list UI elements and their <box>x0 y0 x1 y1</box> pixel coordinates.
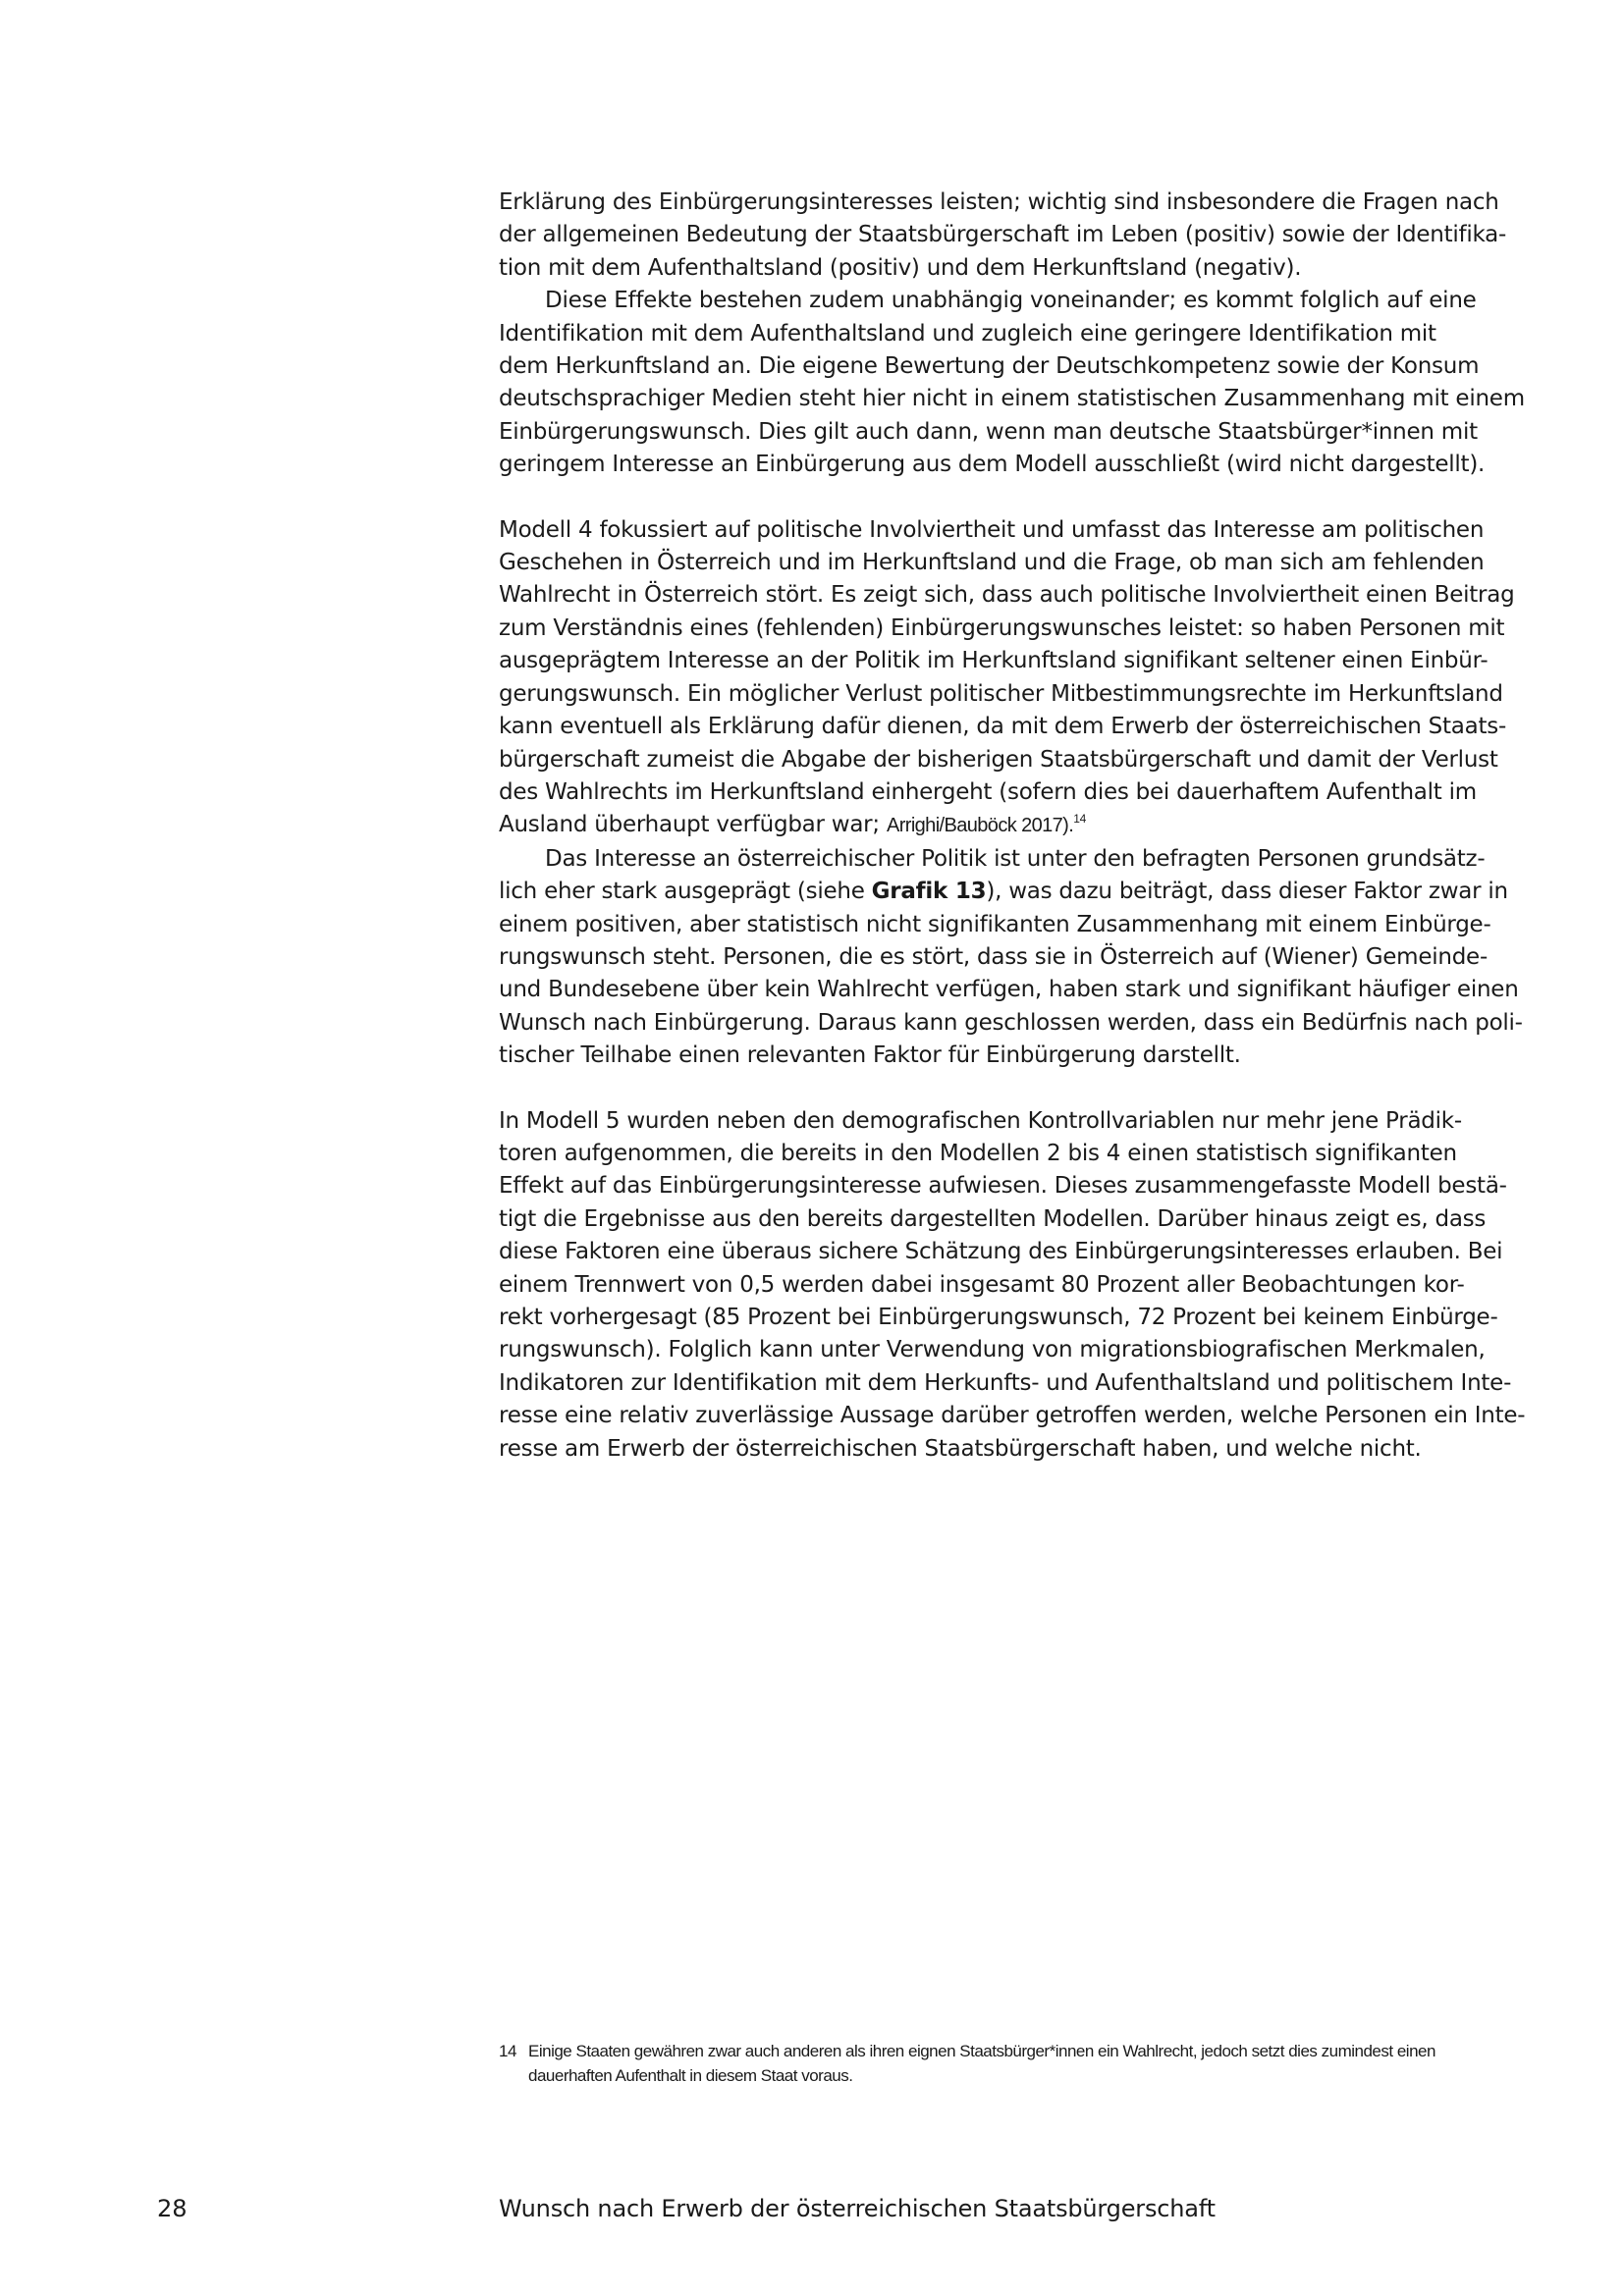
text-line: diese Faktoren eine überaus sichere Schätzung des Einbürgerungsinteresses erlauben. Bei <box>499 1239 1503 1265</box>
text-line: Modell 4 fokussiert auf politische Involviertheit und umfasst das Interesse am politischen <box>499 516 1485 543</box>
text-line: einem positiven, aber statistisch nicht signifikanten Zusammenhang mit einem Einbürge- <box>499 911 1491 937</box>
paragraph-continuation <box>499 187 1507 285</box>
paragraph-interest-politics <box>499 843 1523 1073</box>
text-line: Indikatoren zur Identifikation mit dem Herkunfts- und Aufenthaltsland und politischem Inte- <box>499 1369 1512 1396</box>
text-line <box>499 809 1477 842</box>
text-line: Einbürgerungswunsch. Dies gilt auch dann, wenn man deutsche Staatsbürger*innen mit <box>499 418 1478 445</box>
text-line: Geschehen in Österreich und im Herkunftsland und die Frage, ob man sich am fehlenden <box>499 550 1485 576</box>
text-line: der allgemeinen Bedeutung der Staatsbürgerschaft im Leben (positiv) sowie der Identifika- <box>499 222 1507 248</box>
text-line: rungswunsch). Folglich kann unter Verwendung von migrationsbiografischen Merkmalen, <box>499 1337 1486 1363</box>
text-line: ausgeprägtem Interesse an der Politik im Herkunftsland signifikant seltener einen Einbür- <box>499 648 1489 674</box>
text-line: bürgerschaft zumeist die Abgabe der bisherigen Staatsbürgerschaft und damit der Verlust <box>499 746 1498 773</box>
text-line: Wahlrecht in Österreich stört. Es zeigt sich, dass auch politische Involviertheit einen Beitrag <box>499 582 1515 609</box>
footnote-reference[interactable]: 14 <box>1073 812 1087 827</box>
text-fragment: lich eher stark ausgeprägt (siehe <box>499 879 872 905</box>
citation: Arrighi/Bauböck 2017). <box>886 815 1074 837</box>
body-text <box>499 187 1526 1466</box>
text-fragment: Ausland überhaupt verfügbar war; <box>499 812 887 838</box>
text-line: toren aufgenommen, die bereits in den Modellen 2 bis 4 einen statistisch signifikanten <box>499 1140 1457 1166</box>
text-line: gerungswunsch. Ein möglicher Verlust politischer Mitbestimmungsrechte im Herkunftsland <box>499 680 1503 707</box>
text-line: Identifikation mit dem Aufenthaltsland und zugleich eine geringere Identifikation mit <box>499 320 1436 347</box>
text-line: deutschsprachiger Medien steht hier nicht in einem statistischen Zusammenhang mit einem <box>499 386 1525 412</box>
text-line: Wunsch nach Einbürgerung. Daraus kann geschlossen werden, dass ein Bedürfnis nach poli- <box>499 1009 1523 1036</box>
footnote-line: Einige Staaten gewähren zwar auch anderen als ihren eignen Staatsbürger*innen ein Wahlrecht, jedoch setzt dies zumindest einen <box>528 2042 1435 2060</box>
footnote-line: dauerhaften Aufenthalt in diesem Staat voraus. <box>528 2066 853 2085</box>
page-number: 28 <box>157 2195 188 2222</box>
footnote-text <box>528 2039 1471 2088</box>
text-line: resse eine relativ zuverlässige Aussage darüber getroffen werden, welche Personen ein Inte- <box>499 1403 1526 1429</box>
text-line: kann eventuell als Erklärung dafür dienen, da mit dem Erwerb der österreichischen Staats- <box>499 714 1507 740</box>
text-line: tion mit dem Aufenthaltsland (positiv) und dem Herkunftsland (negativ). <box>499 254 1302 281</box>
text-line: rungswunsch steht. Personen, die es stört, dass sie in Österreich auf (Wiener) Gemeinde- <box>499 943 1489 970</box>
text-line <box>499 876 1508 908</box>
paragraph-effects <box>499 285 1525 481</box>
text-fragment: ), was dazu beiträgt, dass dieser Faktor zwar in <box>986 879 1508 905</box>
text-line: tischer Teilhabe einen relevanten Faktor für Einbürgerung darstellt. <box>499 1042 1241 1069</box>
text-line: und Bundesebene über kein Wahlrecht verfügen, haben stark und signifikant häufiger einen <box>499 977 1519 1003</box>
text-line: Erklärung des Einbürgerungsinteresses leisten; wichtig sind insbesondere die Fragen nach <box>499 189 1499 215</box>
text-line: tigt die Ergebnisse aus den bereits dargestellten Modellen. Darüber hinaus zeigt es, dass <box>499 1205 1487 1232</box>
text-line: Das Interesse an österreichischer Politik ist unter den befragten Personen grundsätz- <box>545 845 1486 872</box>
text-line: rekt vorhergesagt (85 Prozent bei Einbürgerungswunsch, 72 Prozent bei keinem Einbürge- <box>499 1305 1498 1330</box>
paragraph-modell-4 <box>499 514 1515 843</box>
text-line: resse am Erwerb der österreichischen Staatsbürgerschaft haben, und welche nicht. <box>499 1435 1422 1462</box>
text-line: geringem Interesse an Einbürgerung aus dem Modell ausschließt (wird nicht dargestellt). <box>499 452 1486 478</box>
footnote-number: 14 <box>499 2042 516 2060</box>
text-line: einem Trennwert von 0,5 werden dabei insgesamt 80 Prozent aller Beobachtungen kor- <box>499 1271 1465 1298</box>
text-line: des Wahlrechts im Herkunftsland einhergeht (sofern dies bei dauerhaftem Aufenthalt im <box>499 778 1477 805</box>
text-line: Effekt auf das Einbürgerungsinteresse aufwiesen. Dieses zusammengefasste Modell bestä- <box>499 1173 1507 1200</box>
text-line: zum Verständnis eines (fehlenden) Einbürgerungswunsches leistet: so haben Personen mit <box>499 614 1505 641</box>
text-line: dem Herkunftsland an. Die eigene Bewertung der Deutschkompetenz sowie der Konsum <box>499 353 1480 380</box>
figure-reference[interactable]: Grafik 13 <box>871 879 987 905</box>
text-line: Diese Effekte bestehen zudem unabhängig voneinander; es kommt folglich auf eine <box>545 288 1477 314</box>
running-footer-title: Wunsch nach Erwerb der österreichischen Staatsbürgerschaft <box>499 2195 1216 2222</box>
paragraph-modell-5 <box>499 1105 1526 1466</box>
text-line: In Modell 5 wurden neben den demografischen Kontrollvariablen nur mehr jene Prädik- <box>499 1107 1462 1134</box>
